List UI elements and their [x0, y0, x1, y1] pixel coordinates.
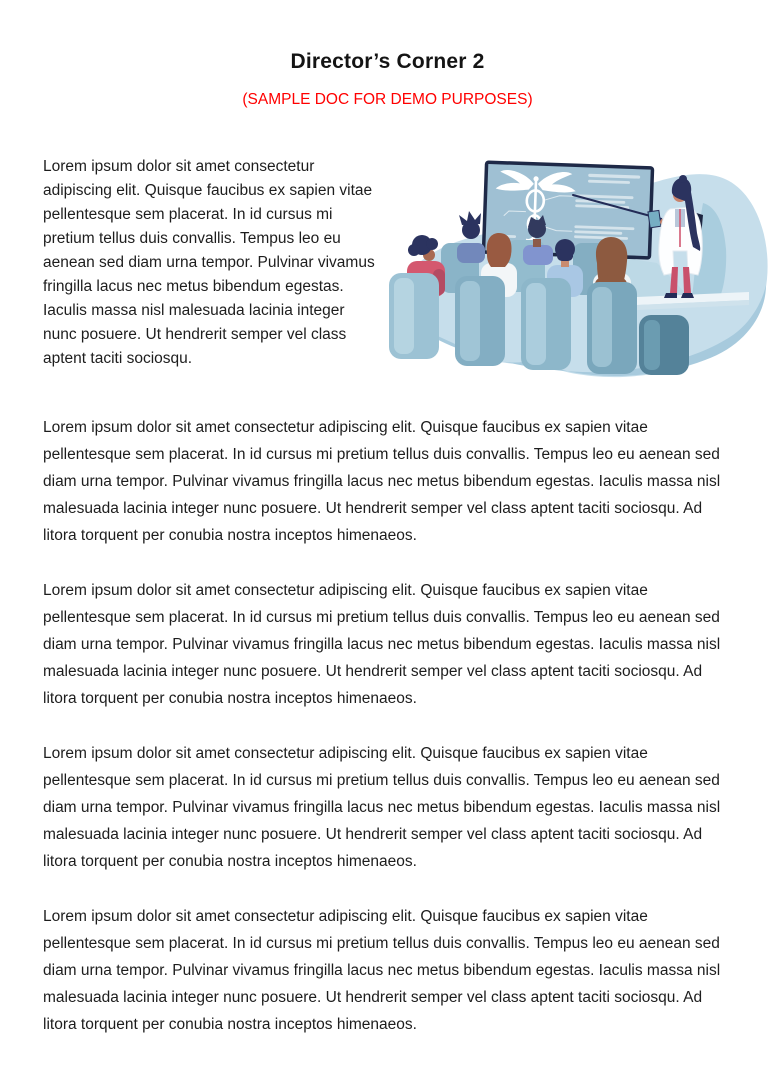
presenter-hair-bun [679, 175, 687, 183]
body-paragraph-3: Lorem ipsum dolor sit amet consectetur adipiscing elit. Quisque faucibus ex sapien vitae pellentesque sem placerat. In id cursus mi pretium tellus duis convallis. Tempus leo eu aenean sed diam urna tempor. Pulvinar vivamus fringilla lacus nec metus bibendum egestas. Iaculis massa nisl malesuada lacinia integer nunc posuere. Ut hendrerit semper vel class aptent taciti sociosqu. Ad litora torquent per conubia nostra inceptos himenaeos. [43, 745, 721, 870]
demo-notice: (SAMPLE DOC FOR DEMO PURPOSES) [242, 91, 533, 108]
body-section [43, 414, 732, 1038]
chair-dark-right [639, 315, 689, 375]
page-title: Director’s Corner 2 [290, 50, 485, 73]
intro-paragraph: Lorem ipsum dolor sit amet consectetur adipiscing elit. Quisque faucibus ex sapien vitae pellentesque sem placerat. In id cursus mi pretium tellus duis convallis. Tempus leo eu aenean sed diam urna tempor. Pulvinar vivamus fringilla lacus nec metus bibendum egestas. Iaculis massa nisl malesuada lacinia integer nunc posuere. Ut hendrerit semper vel class aptent taciti sociosqu. [43, 158, 375, 367]
body-paragraph-2: Lorem ipsum dolor sit amet consectetur adipiscing elit. Quisque faucibus ex sapien vitae pellentesque sem placerat. In id cursus mi pretium tellus duis convallis. Tempus leo eu aenean sed diam urna tempor. Pulvinar vivamus fringilla lacus nec metus bibendum egestas. Iaculis massa nisl malesuada lacinia integer nunc posuere. Ut hendrerit semper vel class aptent taciti sociosqu. Ad litora torquent per conubia nostra inceptos himenaeos. [43, 582, 721, 707]
lecture-illustration [387, 145, 768, 380]
intro-section [43, 155, 732, 380]
lecture-illustration-svg [387, 145, 768, 380]
body-paragraph-4: Lorem ipsum dolor sit amet consectetur adipiscing elit. Quisque faucibus ex sapien vitae pellentesque sem placerat. In id cursus mi pretium tellus duis convallis. Tempus leo eu aenean sed diam urna tempor. Pulvinar vivamus fringilla lacus nec metus bibendum egestas. Iaculis massa nisl malesuada lacinia integer nunc posuere. Ut hendrerit semper vel class aptent taciti sociosqu. Ad litora torquent per conubia nostra inceptos himenaeos. [43, 908, 721, 1033]
presenter-top-trim [679, 209, 681, 247]
body-paragraph-1: Lorem ipsum dolor sit amet consectetur adipiscing elit. Quisque faucibus ex sapien vitae pellentesque sem placerat. In id cursus mi pretium tellus duis convallis. Tempus leo eu aenean sed diam urna tempor. Pulvinar vivamus fringilla lacus nec metus bibendum egestas. Iaculis massa nisl malesuada lacinia integer nunc posuere. Ut hendrerit semper vel class aptent taciti sociosqu. Ad litora torquent per conubia nostra inceptos himenaeos. [43, 419, 721, 544]
clipboard [648, 210, 661, 227]
